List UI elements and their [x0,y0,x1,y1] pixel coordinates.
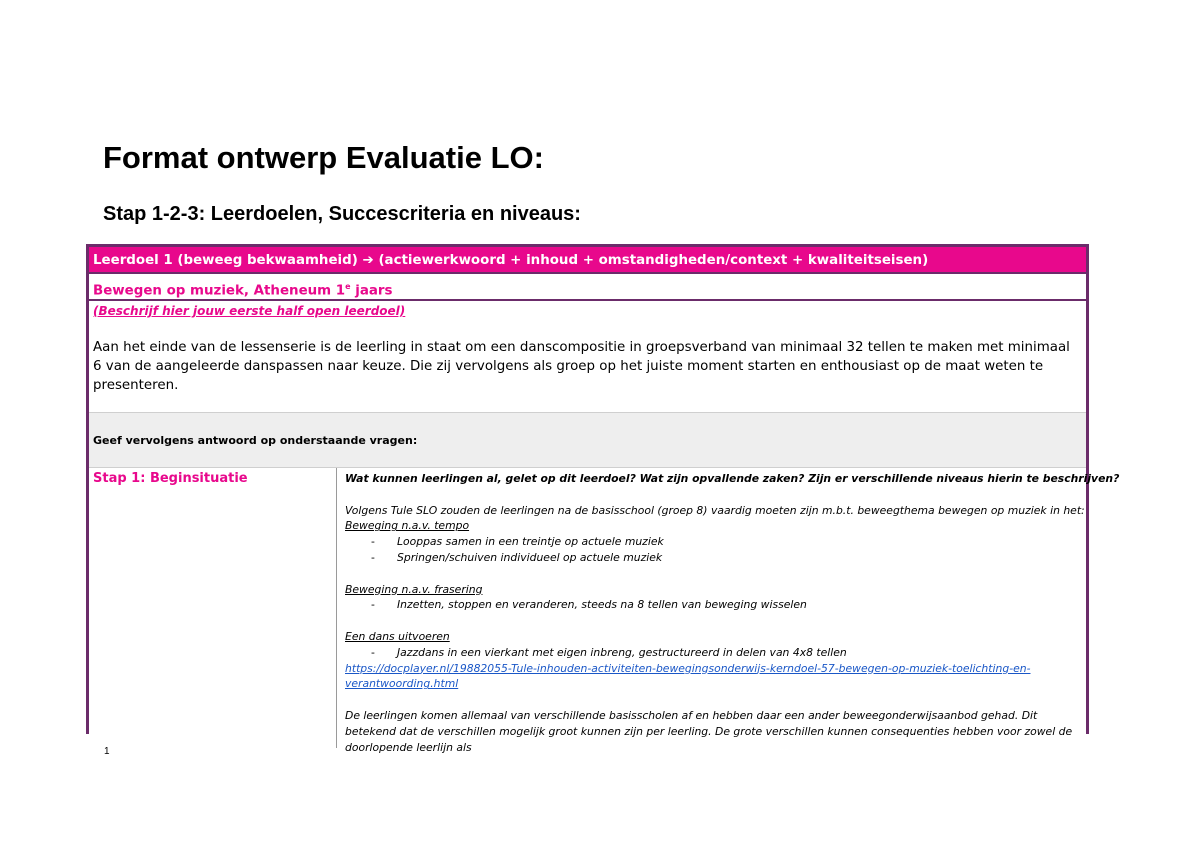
list-item-text: Inzetten, stoppen en veranderen, steeds na 8 tellen van beweging wisselen [397,598,807,612]
goal-header-suffix: (actiewerkwoord + inhoud + omstandigheden/context + kwaliteitseisen) [378,253,929,268]
list-item: - Springen/schuiven individueel op actuele muziek [371,550,663,564]
goal-hint: (Beschrijf hier jouw eerste half open leerdoel) [93,304,406,318]
learning-goal-table [86,244,1120,754]
list-item: - Jazzdans in een vierkant met eigen inbreng, gestructureerd in delen van 4x8 tellen [371,645,847,659]
arrow-icon: ➔ [362,253,374,268]
list-item-text: Looppas samen in een treintje op actuele muziek [397,535,664,549]
step1-closing: De leerlingen komen allemaal van verschillende basisscholen af en hebben daar een ander beweegonderwijsaanbod gehad. Dit betekend dat de verschillen mogelijk groot kunnen zijn per leerling. De grote verschillen kunnen consequenties hebben voor zowel de doorlopende leerlijn als [345,708,1073,754]
column-divider [336,468,337,748]
section-subtitle: Stap 1-2-3: Leerdoelen, Succescriteria en niveaus: [103,203,581,225]
section-tempo-title: Beweging n.a.v. tempo [345,519,470,533]
page-number: 1 [104,746,110,757]
step1-question: Wat kunnen leerlingen al, gelet op dit leerdoel? Wat zijn opvallende zaken? Zijn er verschillende niveaus hierin te beschrijven? [345,472,1120,485]
list-item-text: Springen/schuiven individueel op actuele muziek [397,550,663,564]
section-dance-title: Een dans uitvoeren [345,629,450,643]
goal-title-row[interactable] [89,274,1086,301]
goal-title-sup: e [345,282,351,291]
list-item-text: Jazzdans in een vierkant met eigen inbreng, gestructureerd in delen van 4x8 tellen [397,645,847,659]
goal-header-prefix: Leerdoel 1 (beweeg bekwaamheid) [93,253,358,268]
source-link[interactable]: https://docplayer.nl/19882055-Tule-inhouden-activiteiten-bewegingsonderwijs-kerndoel-57-bewegen-op-muziek-toelichting-en-verantwoording.html [345,661,1031,691]
list-item: - Inzetten, stoppen en veranderen, steeds na 8 tellen van beweging wisselen [371,598,807,612]
step1-row [89,468,1120,754]
goal-title-main: Bewegen op muziek, Atheneum 1 [93,283,346,299]
instructions-row: Geef vervolgens antwoord op onderstaande vragen: [89,413,1086,468]
section-frasering-title: Beweging n.a.v. frasering [345,582,483,596]
document-title: Format ontwerp Evaluatie LO: [103,140,544,175]
step1-answer-cell[interactable] [345,471,1120,755]
step1-intro: Volgens Tule SLO zouden de leerlingen na de basisschool (groep 8) vaardig moeten zijn m.b.t. beweegthema bewegen op muziek in het: [345,503,1085,517]
goal-text: Aan het einde van de lessenserie is de leerling in staat om een danscompositie in groepsverband van minimaal 32 tellen te maken met minimaal 6 van de aangeleerde danspassen naar keuze. Die zij vervolgens als groep op het juiste moment starten en enthousiast op de maat weten te presenteren. [93,340,1070,393]
goal-description-cell[interactable] [89,301,1086,413]
goal-title-end: jaars [350,283,393,299]
list-item: - Looppas samen in een treintje op actuele muziek [371,535,664,549]
step1-label: Stap 1: Beginsituatie [93,471,248,486]
goal-header-row [89,247,1086,274]
